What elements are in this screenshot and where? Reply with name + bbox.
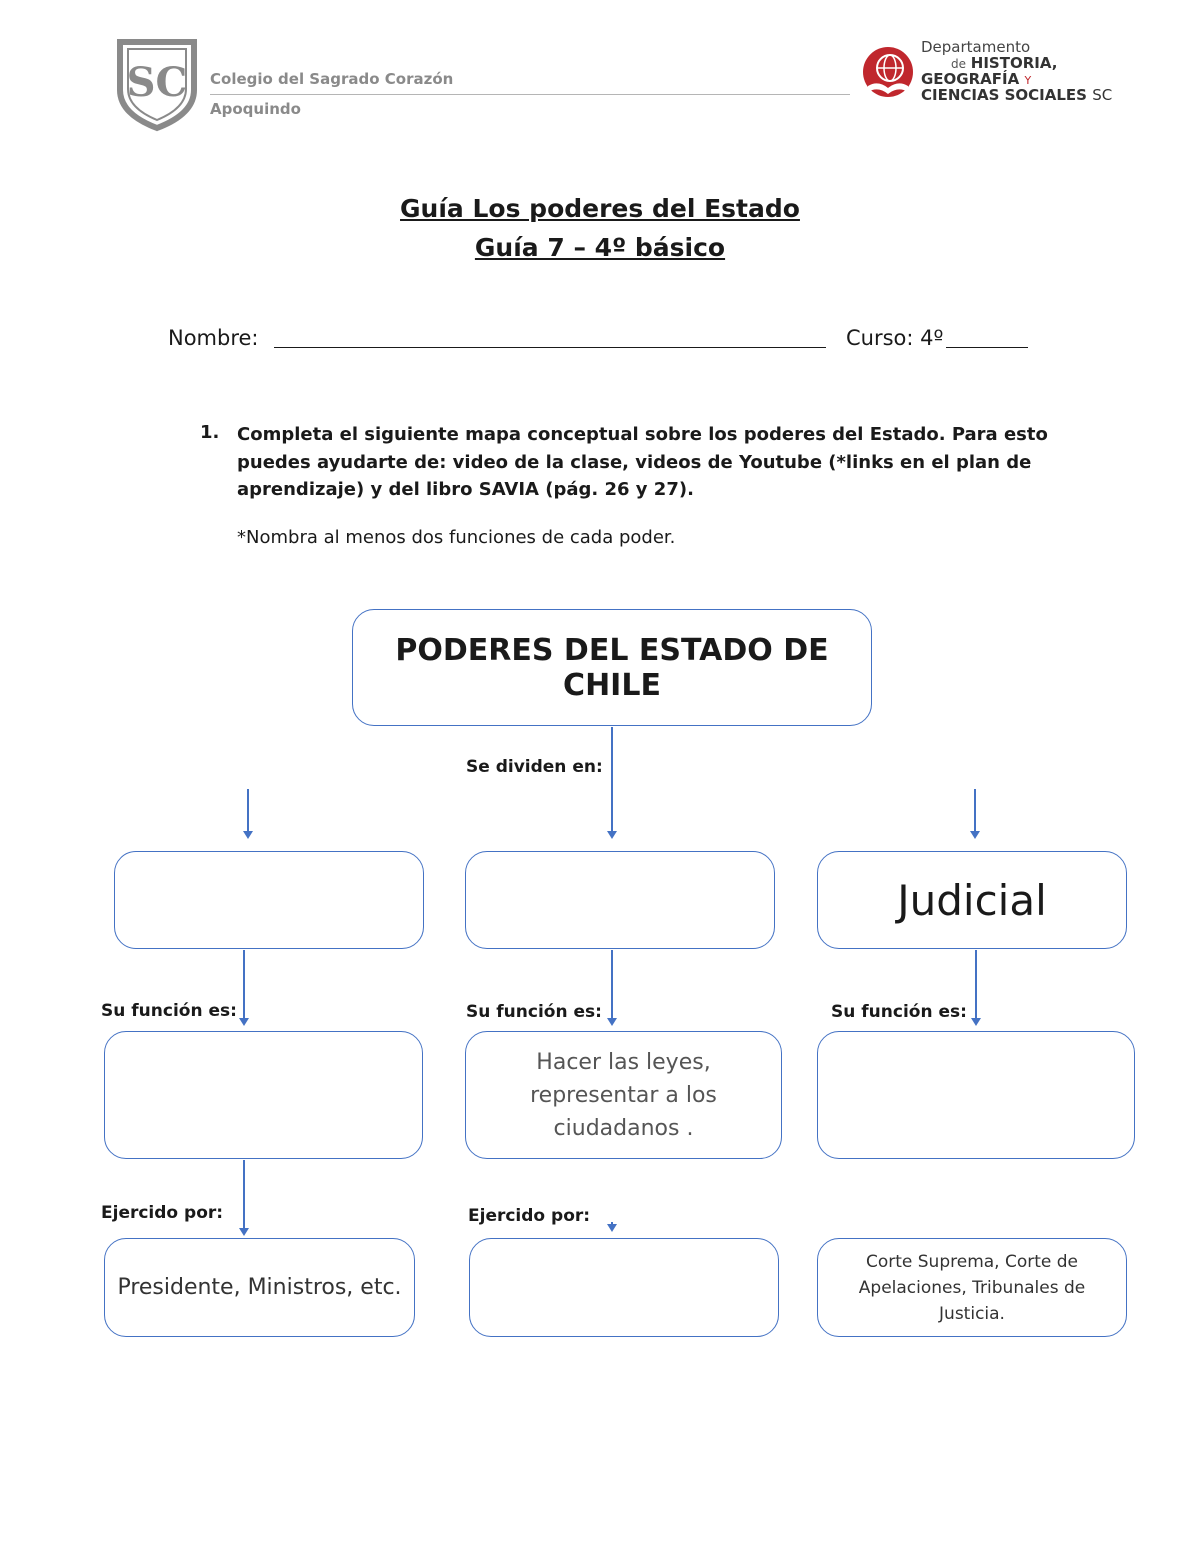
- dept-ciencias-sociales: CIENCIAS SOCIALES: [921, 86, 1087, 104]
- question-text: Completa el siguiente mapa conceptual sobre los poderes del Estado. Para esto puedes ayudarte de: video de la clase, videos de Youtube (*links en el plan de aprendizaje) y del libro SAVIA (pág. 26 y 27).: [237, 424, 1048, 500]
- power-box-2[interactable]: [465, 851, 775, 949]
- logo-initials: SC: [126, 59, 188, 106]
- exercised-box-2[interactable]: [469, 1238, 779, 1337]
- name-input-line[interactable]: [274, 347, 826, 348]
- function-label-3: Su función es:: [831, 1002, 967, 1022]
- power-box-1[interactable]: [114, 851, 424, 949]
- dept-historia: HISTORIA,: [970, 54, 1058, 72]
- school-name: Colegio del Sagrado Corazón: [210, 70, 454, 88]
- name-label: Nombre:: [168, 326, 259, 350]
- exercised-label-2: Ejercido por:: [468, 1206, 591, 1226]
- function-label-2: Su función es:: [466, 1002, 602, 1022]
- divides-label: Se dividen en:: [466, 757, 603, 777]
- dept-title-line1: Departamento: [921, 38, 1031, 56]
- course-input-line[interactable]: [946, 347, 1028, 348]
- function-label-1: Su función es:: [101, 1001, 237, 1021]
- document-subtitle: Guía 7 – 4º básico: [474, 233, 726, 262]
- function-box-2[interactable]: Hacer las leyes, representar a los ciudadanos .: [465, 1031, 782, 1159]
- exercised-label-1: Ejercido por:: [101, 1203, 224, 1223]
- arrow-to-power-1: [247, 789, 249, 833]
- document-title: Guía Los poderes del Estado: [400, 194, 800, 223]
- arrow-to-exercised-2: [611, 1222, 613, 1226]
- arrow-to-function-1: [243, 950, 245, 1020]
- concept-map-root: PODERES DEL ESTADO DE CHILE: [352, 609, 872, 726]
- question-number: 1.: [200, 422, 220, 443]
- dept-title-line4: [921, 86, 1112, 104]
- arrow-to-exercised-1: [243, 1160, 245, 1230]
- school-shield-logo: [112, 34, 202, 132]
- exercised-box-3[interactable]: Corte Suprema, Corte de Apelaciones, Tribunales de Justicia.: [817, 1238, 1127, 1337]
- function-box-1[interactable]: [104, 1031, 423, 1159]
- dept-de: de: [951, 57, 966, 71]
- exercised-box-1[interactable]: Presidente, Ministros, etc.: [104, 1238, 415, 1337]
- course-label: Curso: 4º: [846, 326, 944, 350]
- dept-sc: SC: [1092, 86, 1113, 104]
- arrow-to-function-3: [975, 950, 977, 1020]
- dept-geografia: GEOGRAFÍA: [921, 70, 1020, 88]
- arrow-to-power-3: [974, 789, 976, 833]
- power-box-3[interactable]: Judicial: [817, 851, 1127, 949]
- question-note: *Nombra al menos dos funciones de cada poder.: [237, 527, 676, 548]
- globe-book-icon: [860, 46, 916, 102]
- function-box-3[interactable]: [817, 1031, 1135, 1159]
- dept-y: Y: [1024, 74, 1032, 87]
- arrow-to-function-2: [611, 950, 613, 1020]
- header-divider: [210, 94, 850, 95]
- school-campus: Apoquindo: [210, 100, 301, 118]
- arrow-root-center: [611, 727, 613, 833]
